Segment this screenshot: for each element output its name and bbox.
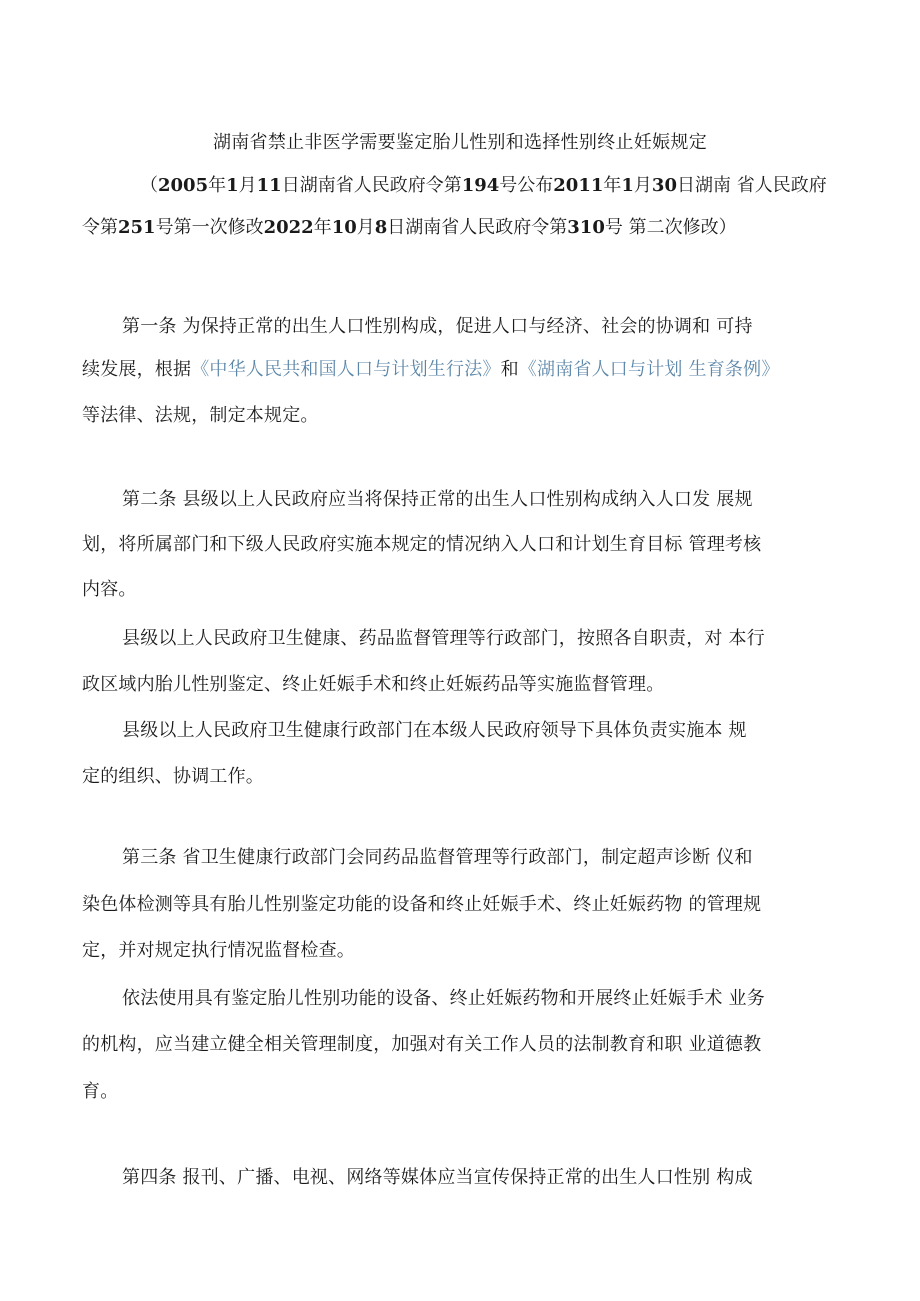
article-3-line-1: 第三条 省卫生健康行政部门会同药品监督管理等行政部门，制定超声诊断 仪和 [122,847,753,868]
document-title: 湖南省禁止非医学需要鉴定胎儿性别和选择性别终止妊娠规定 [212,132,708,153]
article-3-line-5: 的机构，应当建立健全相关管理制度，加强对有关工作人员的法制教育和职 业道德教 [82,1034,762,1055]
article-3-line-4: 依法使用具有鉴定胎儿性别功能的设备、终止妊娠药物和开展终止妊娠手术 业务 [122,988,765,1009]
article-3-line-3: 定，并对规定执行情况监督检查。 [82,940,355,961]
article-2-line-2: 划，将所属部门和下级人民政府实施本规定的情况纳入人口和计划生育目标 管理考核 [82,534,762,555]
document-subtitle-line-1: （2005年1月11日湖南省人民政府令第194号公布2011年1月30日湖南 省人民政府 [140,175,827,196]
article-2-line-4: 县级以上人民政府卫生健康、药品监督管理等行政部门，按照各自职责，对 本行 [122,628,765,649]
article-2-line-7: 定的组织、协调工作。 [82,766,264,787]
law-link-hunan-population-regulation[interactable]: 《湖南省人口与计划 生育条例》 [518,359,780,380]
article-2-line-3: 内容。 [82,579,137,600]
article-3-line-2: 染色体检测等具有胎儿性别鉴定功能的设备和终止妊娠手术、终止妊娠药物 的管理规 [82,894,762,915]
article-2-line-1: 第二条 县级以上人民政府应当将保持正常的出生人口性别构成纳入人口发 展规 [122,489,753,510]
article-1-line-2: 续发展，根据《中华人民共和国人口与计划生行法》和《湖南省人口与计划 生育条例》 [82,359,780,380]
article-2-line-6: 县级以上人民政府卫生健康行政部门在本级人民政府领导下具体负责实施本 规 [122,720,747,741]
article-2-line-5: 政区域内胎儿性别鉴定、终止妊娠手术和终止妊娠药品等实施监督管理。 [82,674,665,695]
article-3-line-6: 育。 [82,1081,119,1102]
article-1-line-1: 第一条 为保持正常的出生人口性别构成，促进人口与经济、社会的协调和 可持 [122,316,753,337]
article-4-line-1: 第四条 报刊、广播、电视、网络等媒体应当宣传保持正常的出生人口性别 构成 [122,1167,753,1188]
law-link-population-planning-act[interactable]: 《中华人民共和国人口与计划生行法》 [191,359,501,380]
article-1-line-3: 等法律、法规，制定本规定。 [82,405,319,426]
document-subtitle-line-2: 令第251号第一次修改2022年10月8日湖南省人民政府令第310号 第二次修改） [82,217,737,238]
